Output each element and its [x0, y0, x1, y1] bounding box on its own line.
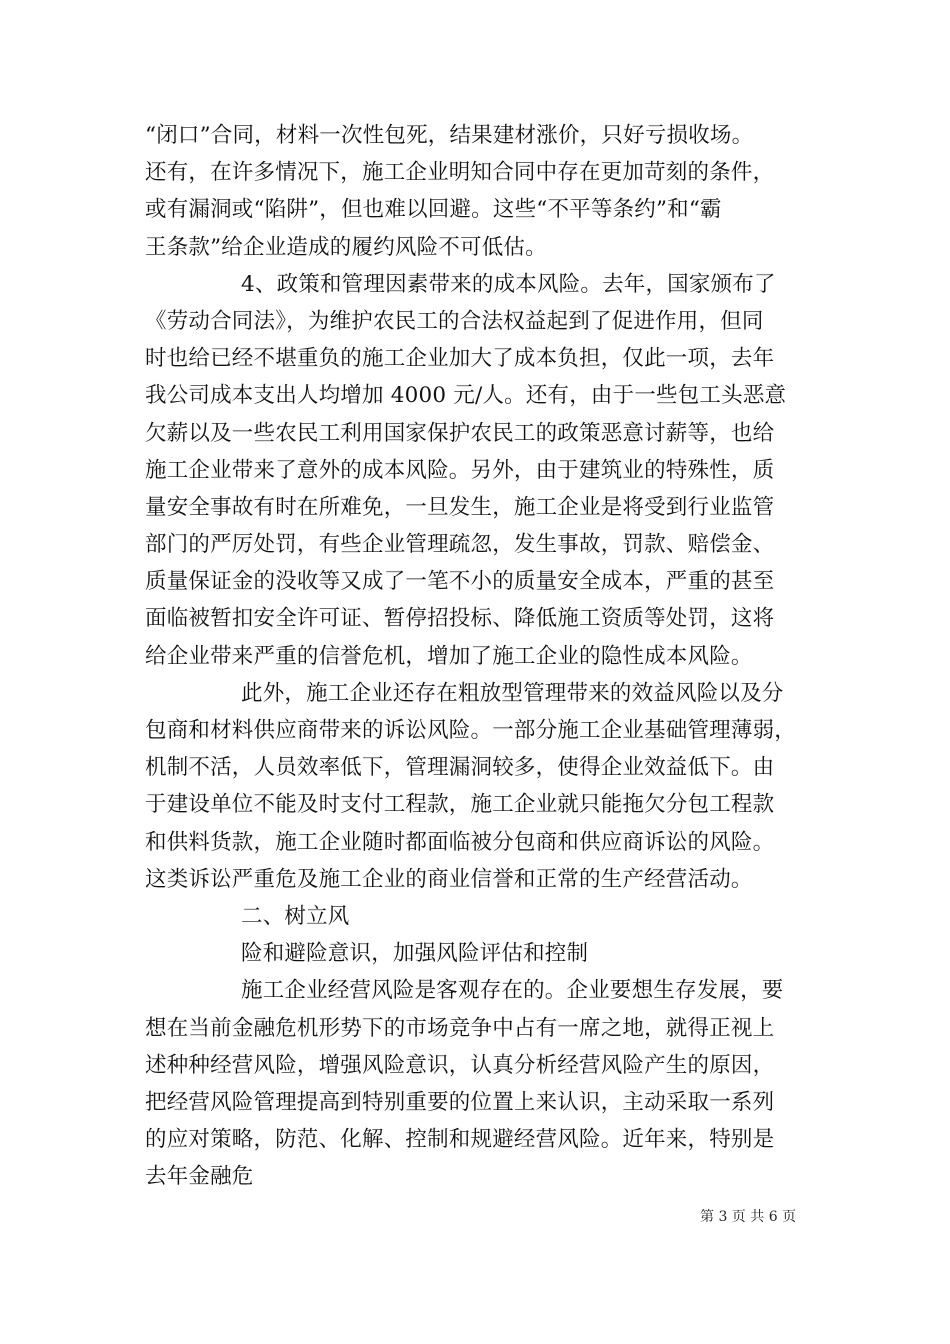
text-line: “闭口”合同，材料一次性包死，结果建材涨价，只好亏损收场。 [145, 123, 754, 148]
text-line: 时也给已经不堪重负的施工企业加大了成本负担，仅此一项，去年 [145, 346, 775, 372]
text-line: 施工企业经营风险是客观存在的。企业要想生存发展，要 [241, 978, 784, 1004]
text-line: 施工企业带来了意外的成本风险。另外，由于建筑业的特殊性，质 [145, 457, 775, 483]
text-line: 给企业带来严重的信誉危机，增加了施工企业的隐性成本风险。 [145, 643, 753, 669]
page-number: 第 3 页 共 6 页 [700, 1209, 797, 1225]
text-line: 还有，在许多情况下，施工企业明知合同中存在更加苛刻的条件， [145, 160, 775, 186]
text-line: 的应对策略，防范、化解、控制和规避经营风险。近年来，特别是 [145, 1127, 775, 1153]
text-line: 4、政策和管理因素带来的成本风险。去年，国家颁布了 [241, 271, 776, 297]
text-line: 量安全事故有时在所难免，一旦发生，施工企业是将受到行业监管 [145, 494, 775, 520]
text-line: 去年金融危 [145, 1164, 254, 1190]
text-line: 我公司成本支出人均增加 4000 元/人。还有，由于一些包工头恶意 [145, 383, 787, 409]
text-line: 质量保证金的没收等又成了一笔不小的质量安全成本，严重的甚至 [145, 569, 775, 595]
text-line: 述种种经营风险，增强风险意识，认真分析经营风险产生的原因， [145, 1052, 775, 1078]
section-heading-line: 二、树立风 [241, 903, 350, 929]
text-line: 这类诉讼严重危及施工企业的商业信誉和正常的生产经营活动。 [145, 866, 753, 892]
section-heading-line: 险和避险意识，加强风险评估和控制 [241, 941, 589, 967]
text-line: 包商和材料供应商带来的诉讼风险。一部分施工企业基础管理薄弱， [145, 718, 797, 743]
text-line: 《劳动合同法》，为维护农民工的合法权益起到了促进作用，但同 [145, 308, 764, 334]
text-line: 部门的严厉处罚，有些企业管理疏忽，发生事故，罚款、赔偿金、 [145, 532, 775, 558]
text-line: 想在当前金融危机形势下的市场竞争中占有一席之地，就得正视上 [145, 1015, 775, 1041]
text-line: 王条款”给企业造成的履约风险不可低估。 [145, 234, 547, 260]
text-line: 把经营风险管理提高到特别重要的位置上来认识，主动采取一系列 [145, 1089, 775, 1115]
text-line: 于建设单位不能及时支付工程款，施工企业就只能拖欠分包工程款 [145, 792, 775, 818]
text-line: 或有漏洞或“陷阱”，但也难以回避。这些“不平等条约”和“霸 [145, 197, 722, 223]
text-line: 和供料货款，施工企业随时都面临被分包商和供应商诉讼的风险。 [145, 829, 775, 855]
body-text [145, 117, 810, 1195]
text-line: 面临被暂扣安全许可证、暂停招投标、降低施工资质等处罚，这将 [145, 606, 775, 632]
text-line: 机制不活，人员效率低下，管理漏洞较多，使得企业效益低下。由 [145, 755, 775, 781]
text-line: 欠薪以及一些农民工利用国家保护农民工的政策恶意讨薪等，也给 [145, 420, 775, 446]
text-line: 此外，施工企业还存在粗放型管理带来的效益风险以及分 [241, 680, 784, 706]
